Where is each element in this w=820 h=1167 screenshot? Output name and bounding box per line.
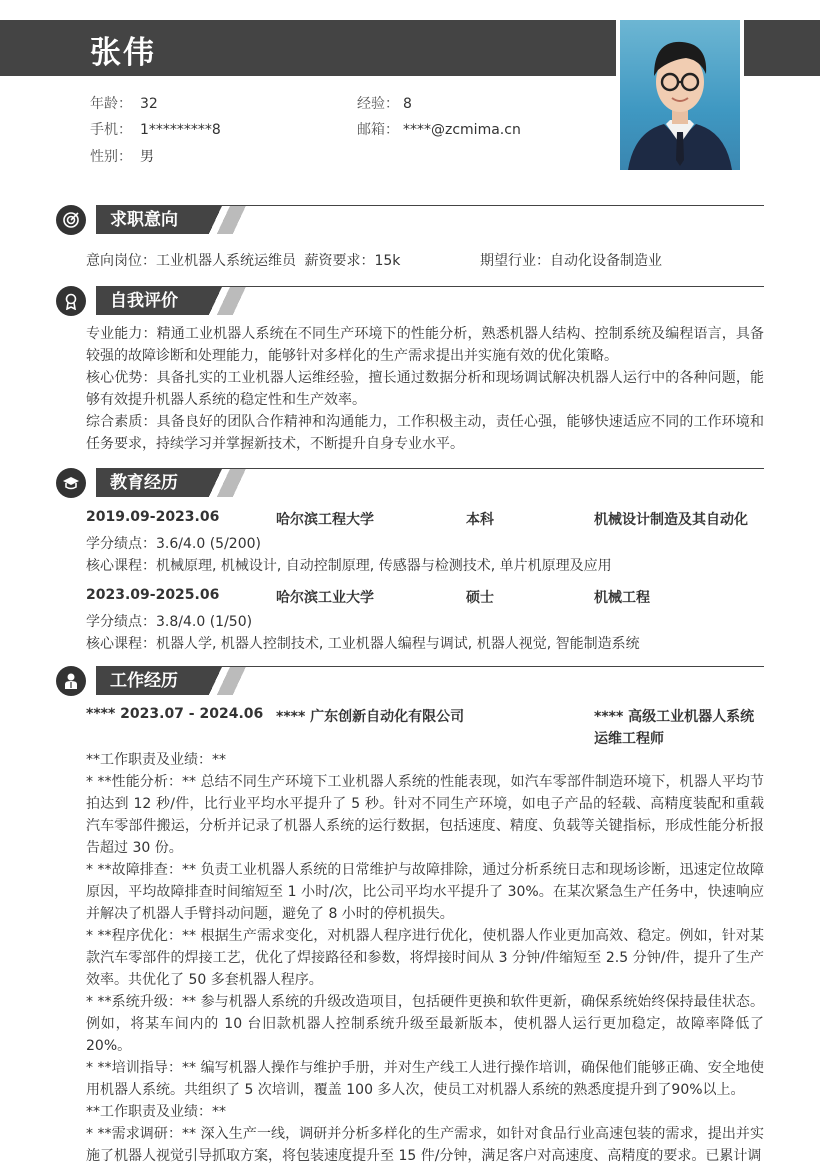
work-line-2: * **性能分析：** 总结不同生产环境下工业机器人系统的性能表现，如汽车零部件制造环境下，机器人平均节拍达到 12 秒/件，比行业平均水平提升了 5 秒。针对不同生产环境，如电子产品的轻载、高精度装配和重载汽车零部件搬运，分析并记录了机器人系统的运行数据，包括速度、精度、负载等关键指标，形成性能分析报告超过 30 份。 — [86, 774, 764, 856]
edu-degree: 硕士 — [466, 590, 494, 606]
work-line-6: * **培训指导：** 编写机器人操作与维护手册，并对生产线工人进行操作培训，确保他们能够正确、安全地使用机器人系统。共组织了 5 次培训，覆盖 100 多人次，使员工对机器人系统的熟悉度提升到了90%以上。 — [86, 1060, 764, 1098]
section-work — [56, 666, 764, 698]
edu-school: 哈尔滨工业大学 — [276, 590, 374, 606]
section-decoration — [206, 667, 246, 695]
section-title: 自我评价 — [96, 287, 206, 315]
work-entry-header — [86, 706, 764, 750]
edu-courses: 核心课程：机械原理, 机械设计, 自动控制原理, 传感器与检测技术, 单片机原理及应用 — [86, 558, 612, 574]
intent-row — [86, 250, 764, 270]
gender-label: 性别： — [90, 149, 132, 165]
section-title: 教育经历 — [96, 469, 206, 497]
section-title: 求职意向 — [96, 206, 206, 234]
email-value: ****@zcmima.cn — [403, 122, 521, 138]
candidate-name: 张伟 — [90, 35, 156, 71]
work-line-3: * **故障排查：** 负责工业机器人系统的日常维护与故障排除，通过分析系统日志和现场诊断，迅速定位故障原因，平均故障排查时间缩短至 1 小时/次，比公司平均水平提升了 30%。在某次紧急生产任务中，快速响应并解决了机器人手臂抖动问题，避免了 8 小时的停机损失。 — [86, 862, 764, 922]
portrait-icon — [620, 20, 740, 170]
work-line-5: * **系统升级：** 参与机器人系统的升级改造项目，包括硬件更换和软件更新，确保系统始终保持最佳状态。例如，将某车间内的 10 台旧款机器人控制系统升级至最新版本，使机器人运行更加稳定，故障率降低了 20%。 — [86, 994, 764, 1054]
self-eval-2: 核心优势：具备扎实的工业机器人运维经验，擅长通过数据分析和现场调试解决机器人运行中的各种问题，能够有效提升机器人系统的稳定性和生产效率。 — [86, 370, 764, 408]
intent-salary: 薪资要求：15k — [304, 253, 401, 269]
section-intent — [56, 205, 764, 237]
edu-date: 2023.09-2025.06 — [86, 587, 220, 603]
edu-date: 2019.09-2023.06 — [86, 509, 220, 525]
age-label: 年龄： — [90, 96, 132, 112]
age-value: 32 — [140, 96, 158, 112]
profile-photo — [620, 20, 740, 170]
intent-industry: 期望行业：自动化设备制造业 — [480, 253, 662, 269]
exp-value: 8 — [403, 96, 412, 112]
section-decoration — [206, 469, 246, 497]
edu-major: 机械设计制造及其自动化 — [594, 512, 748, 528]
section-title: 工作经历 — [96, 667, 206, 695]
phone-label: 手机： — [90, 122, 132, 138]
person-icon — [56, 666, 86, 696]
graduation-cap-icon — [56, 468, 86, 498]
work-date: **** 2023.07 - 2024.06 — [86, 706, 264, 722]
target-icon — [56, 205, 86, 235]
section-decoration — [206, 287, 246, 315]
work-line-4: * **程序优化：** 根据生产需求变化，对机器人程序进行优化，使机器人作业更加高效、稳定。例如，针对某款汽车零部件的焊接工艺，优化了焊接路径和参数，将焊接时间从 3 分钟/件缩短至 2.5 分钟/件，提升了生产效率。共优化了 50 多套机器人程序。 — [86, 928, 764, 988]
self-eval-1: 专业能力：精通工业机器人系统在不同生产环境下的性能分析，熟悉机器人结构、控制系统及编程语言，具备较强的故障诊断和处理能力，能够针对多样化的生产需求提出并实施有效的优化策略。 — [86, 326, 764, 364]
email-label: 邮箱： — [357, 122, 399, 138]
section-education — [56, 468, 764, 500]
edu-major: 机械工程 — [594, 590, 650, 606]
exp-field — [357, 93, 412, 113]
intent-position: 意向岗位：工业机器人系统运维员 — [86, 253, 296, 269]
work-title: **** 高级工业机器人系统运维工程师 — [594, 709, 755, 747]
gender-value: 男 — [140, 149, 154, 165]
phone-field — [90, 119, 221, 139]
self-eval-3: 综合素质：具备良好的团队合作精神和沟通能力，工作积极主动，责任心强，能够快速适应不同的工作环境和任务要求，持续学习并掌握新技术，不断提升自身专业水平。 — [86, 414, 764, 452]
edu-school: 哈尔滨工程大学 — [276, 512, 374, 528]
age-field — [90, 93, 158, 113]
work-line-1: **工作职责及业绩：** — [86, 752, 226, 768]
edu-gpa: 学分绩点：3.8/4.0 (1/50) — [86, 614, 253, 630]
section-self — [56, 286, 764, 318]
award-icon — [56, 286, 86, 316]
edu-courses: 核心课程：机器人学, 机器人控制技术, 工业机器人编程与调试, 机器人视觉, 智能制造系统 — [86, 636, 640, 652]
edu-degree: 本科 — [466, 512, 494, 528]
edu-gpa: 学分绩点：3.6/4.0 (5/200) — [86, 536, 261, 552]
email-field — [357, 119, 521, 139]
work-company: **** 广东创新自动化有限公司 — [276, 709, 465, 725]
phone-value: 1*********8 — [140, 122, 221, 138]
section-decoration — [206, 206, 246, 234]
work-line-8: * **需求调研：** 深入生产一线，调研并分析多样化的生产需求，如针对食品行业高速包装的需求，提出并实施了机器人视觉引导抓取方案，将包装速度提升至 15 件/分钟，满足客户对高速度、高精度的要求。已累计调 — [86, 1126, 764, 1164]
exp-label: 经验： — [357, 96, 399, 112]
work-line-7: **工作职责及业绩：** — [86, 1104, 226, 1120]
gender-field — [90, 146, 154, 166]
